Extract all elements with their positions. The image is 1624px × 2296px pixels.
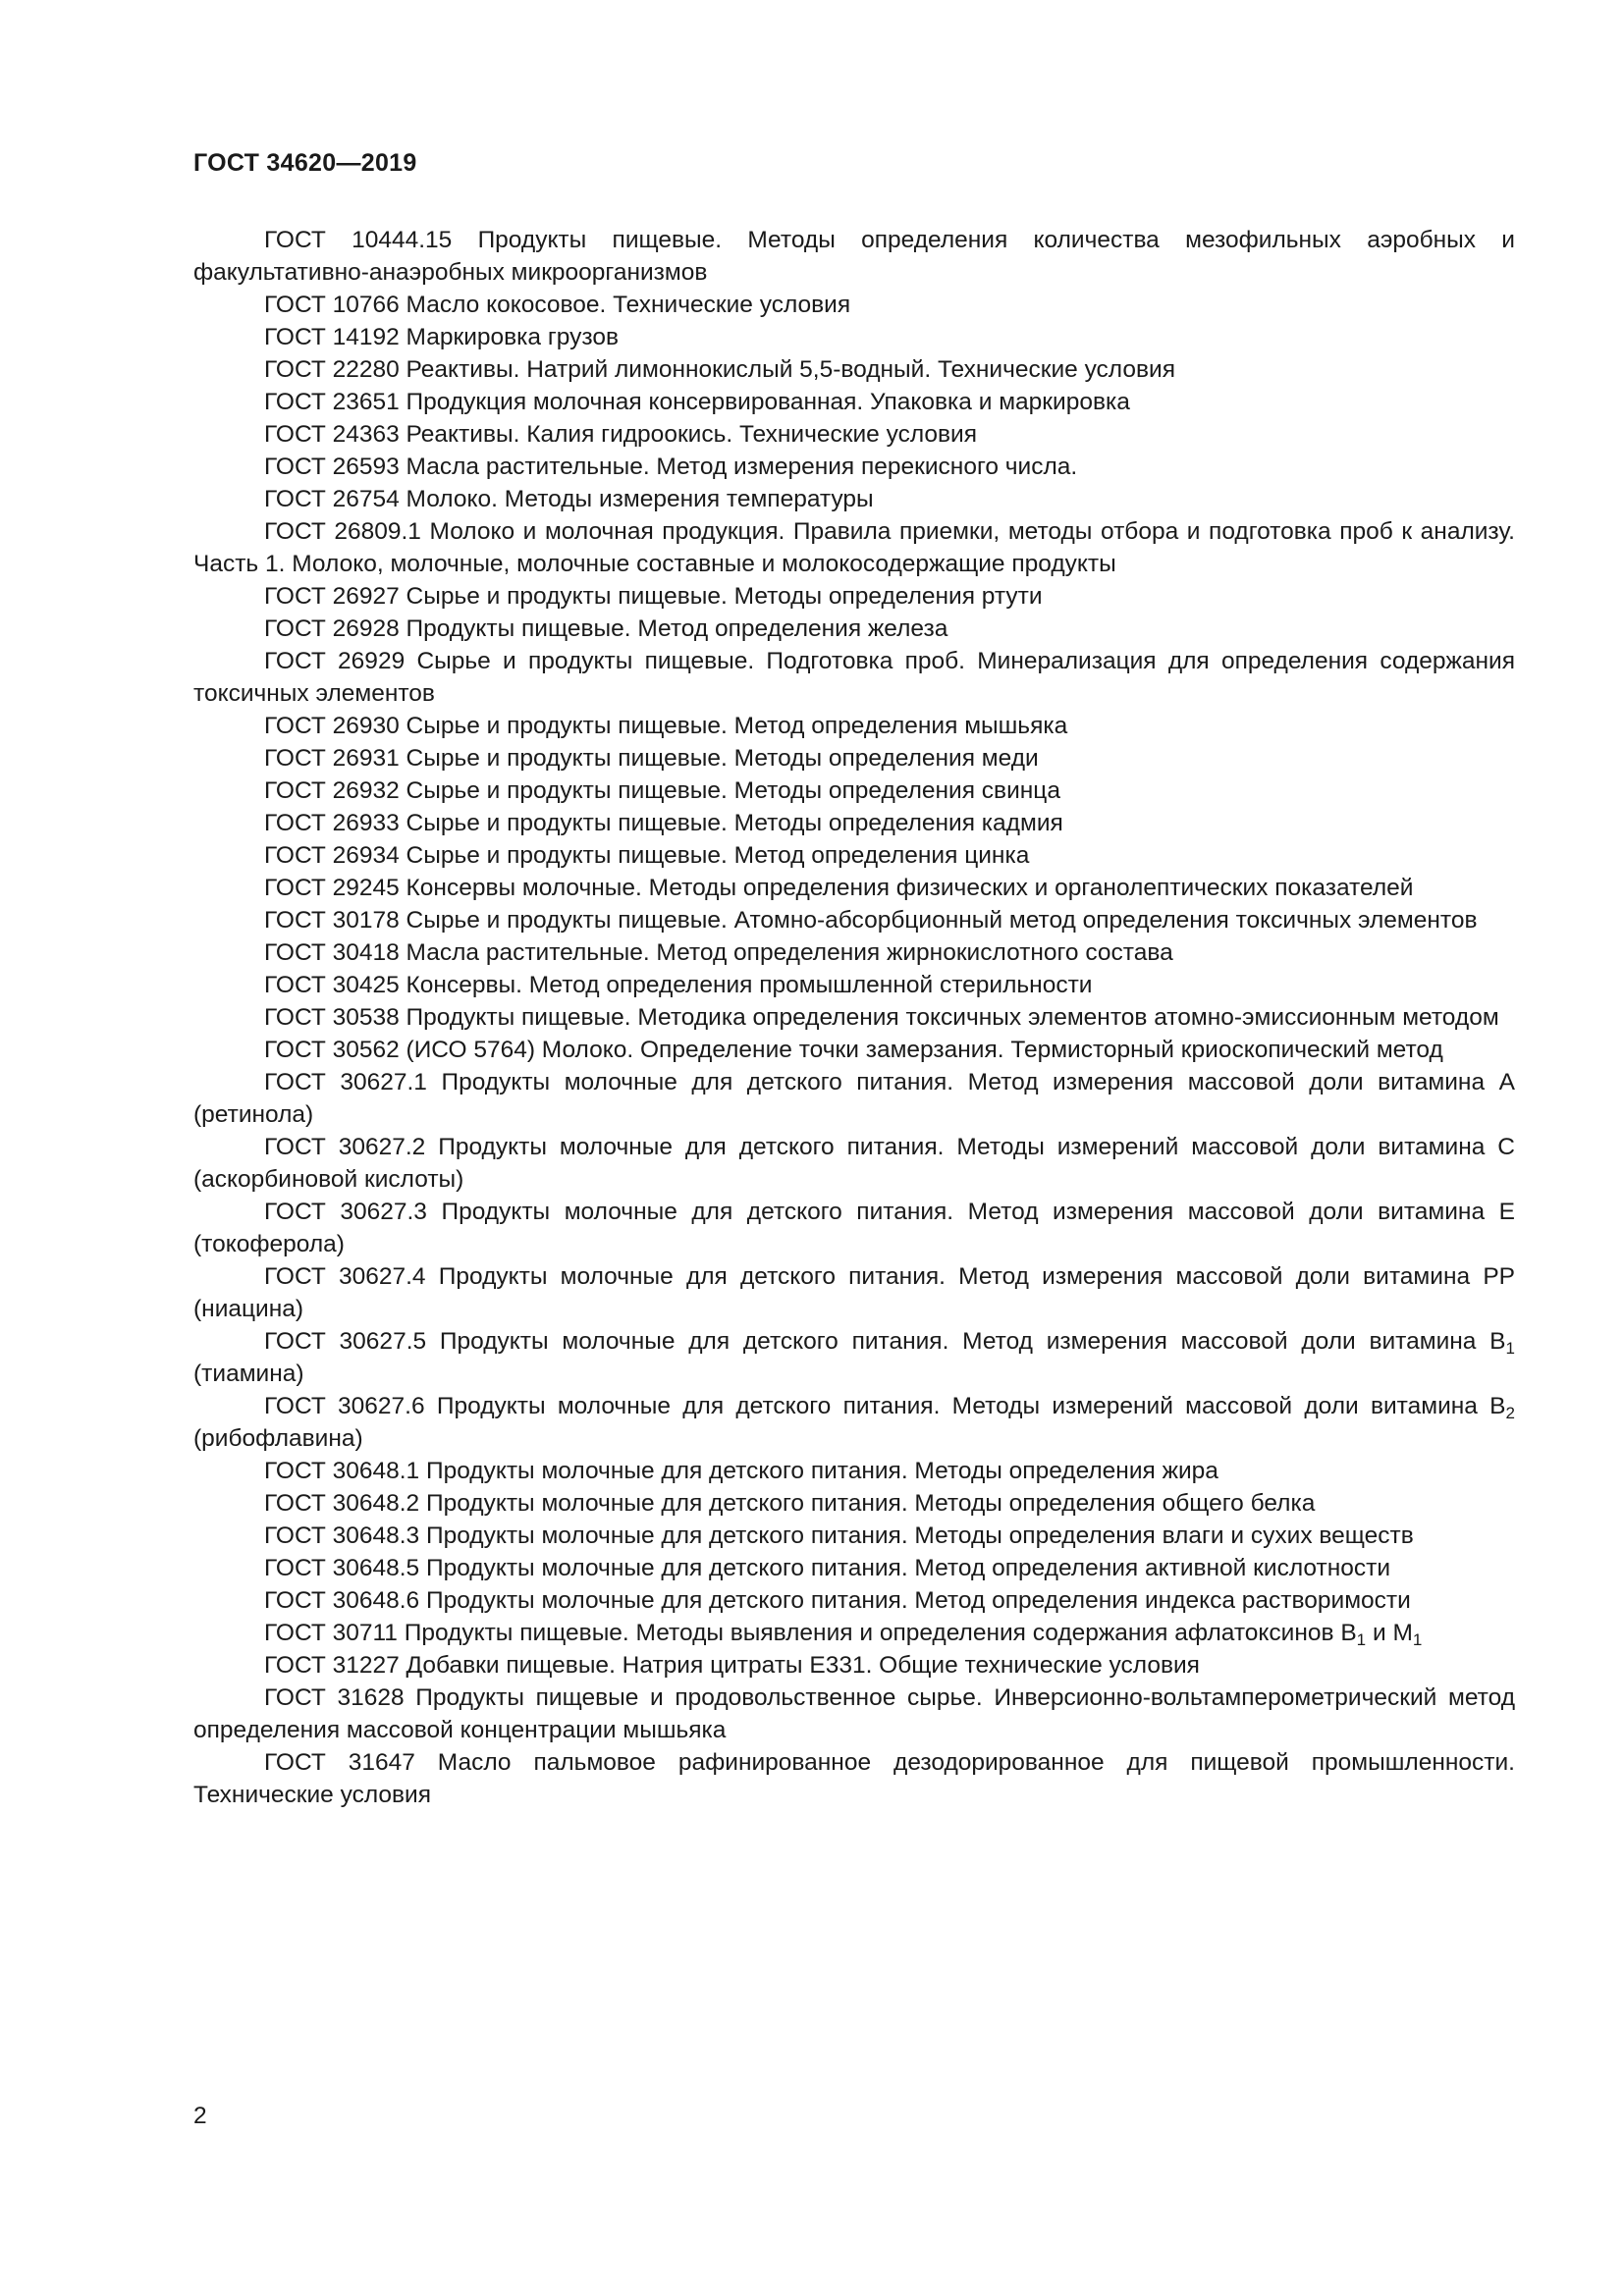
subscript: 2 [1505, 1404, 1515, 1422]
reference-text: ГОСТ 26933 Сырье и продукты пищевые. Методы определения кадмия [264, 810, 1063, 836]
reference-item [193, 839, 1515, 872]
reference-item [193, 1520, 1515, 1552]
reference-text: ГОСТ 26932 Сырье и продукты пищевые. Методы определения свинца [264, 777, 1060, 804]
reference-text: ГОСТ 26931 Сырье и продукты пищевые. Методы определения меди [264, 745, 1039, 772]
reference-item [193, 742, 1515, 774]
reference-item [193, 710, 1515, 742]
reference-text: ГОСТ 30648.6 Продукты молочные для детского питания. Метод определения индекса растворимости [264, 1587, 1411, 1614]
reference-item [193, 515, 1515, 580]
page-number: 2 [193, 2103, 207, 2129]
reference-text: ГОСТ 30627.4 Продукты молочные для детского питания. Метод измерения массовой доли витамина РР (ниацина) [193, 1263, 1515, 1322]
reference-text: ГОСТ 30711 Продукты пищевые. Методы выявления и определения содержания афлатоксинов В [264, 1620, 1357, 1646]
reference-text: ГОСТ 26809.1 Молоко и молочная продукция. Правила приемки, методы отбора и подготовка проб к анализу. Часть 1. Молоко, молочные, молочные составные и молокосодержащие продукты [193, 518, 1515, 577]
reference-item [193, 451, 1515, 483]
reference-text: ГОСТ 31628 Продукты пищевые и продовольственное сырье. Инверсионно-вольтамперометрический метод определения массовой концентрации мышьяка [193, 1684, 1515, 1743]
reference-text: ГОСТ 30648.1 Продукты молочные для детского питания. Методы определения жира [264, 1458, 1218, 1484]
document-title: ГОСТ 34620—2019 [193, 149, 417, 177]
reference-item [193, 872, 1515, 904]
reference-text: ГОСТ 29245 Консервы молочные. Методы определения физических и органолептических показателей [264, 875, 1414, 901]
reference-text: ГОСТ 26928 Продукты пищевые. Метод определения железа [264, 615, 948, 642]
reference-item [193, 1617, 1515, 1649]
reference-item [193, 321, 1515, 353]
reference-text: ГОСТ 31647 Масло пальмовое рафинированное дезодорированное для пищевой промышленности. Технические условия [193, 1749, 1515, 1808]
reference-item [193, 1487, 1515, 1520]
reference-item [193, 1131, 1515, 1196]
reference-item [193, 1325, 1515, 1390]
reference-item [193, 353, 1515, 386]
reference-text: ГОСТ 30648.2 Продукты молочные для детского питания. Методы определения общего белка [264, 1490, 1316, 1517]
reference-item [193, 969, 1515, 1001]
reference-text: ГОСТ 24363 Реактивы. Калия гидроокись. Технические условия [264, 421, 977, 448]
subscript: 1 [1505, 1339, 1515, 1358]
reference-text: ГОСТ 14192 Маркировка грузов [264, 324, 619, 350]
reference-item [193, 483, 1515, 515]
reference-item [193, 1584, 1515, 1617]
reference-text: ГОСТ 10766 Масло кокосовое. Технические условия [264, 292, 851, 318]
reference-text: ГОСТ 30178 Сырье и продукты пищевые. Атомно-абсорбционный метод определения токсичных элементов [264, 907, 1478, 934]
reference-text: ГОСТ 30627.3 Продукты молочные для детского питания. Метод измерения массовой доли витамина Е (токоферола) [193, 1199, 1515, 1257]
reference-text: ГОСТ 30627.6 Продукты молочные для детского питания. Методы измерений массовой доли витамина В [264, 1393, 1506, 1419]
reference-item [193, 580, 1515, 613]
reference-item [193, 1066, 1515, 1131]
reference-item [193, 807, 1515, 839]
reference-text: ГОСТ 30627.2 Продукты молочные для детского питания. Методы измерений массовой доли витамина С (аскорбиновой кислоты) [193, 1134, 1515, 1193]
reference-text: ГОСТ 30418 Масла растительные. Метод определения жирнокислотного состава [264, 939, 1173, 966]
reference-text: ГОСТ 26593 Масла растительные. Метод измерения перекисного числа. [264, 454, 1078, 480]
reference-text: ГОСТ 26754 Молоко. Методы измерения температуры [264, 486, 874, 512]
reference-text-continued: (тиамина) [193, 1361, 304, 1387]
reference-text: ГОСТ 23651 Продукция молочная консервированная. Упаковка и маркировка [264, 389, 1130, 415]
reference-text: ГОСТ 31227 Добавки пищевые. Натрия цитраты Е331. Общие технические условия [264, 1652, 1200, 1679]
reference-text: ГОСТ 26929 Сырье и продукты пищевые. Подготовка проб. Минерализация для определения содержания токсичных элементов [193, 648, 1515, 707]
reference-text: ГОСТ 26930 Сырье и продукты пищевые. Метод определения мышьяка [264, 713, 1068, 739]
reference-text: ГОСТ 30627.1 Продукты молочные для детского питания. Метод измерения массовой доли витамина А (ретинола) [193, 1069, 1515, 1128]
reference-item [193, 418, 1515, 451]
reference-item [193, 1746, 1515, 1811]
reference-text: ГОСТ 30562 (ИСО 5764) Молоко. Определение точки замерзания. Термисторный криоскопический метод [264, 1037, 1443, 1063]
reference-item [193, 224, 1515, 289]
reference-item [193, 1001, 1515, 1034]
reference-item [193, 613, 1515, 645]
reference-text: ГОСТ 30425 Консервы. Метод определения промышленной стерильности [264, 972, 1093, 998]
reference-item [193, 1682, 1515, 1746]
normative-references-list [193, 224, 1515, 1811]
reference-item [193, 645, 1515, 710]
reference-text: ГОСТ 22280 Реактивы. Натрий лимоннокислый 5,5-водный. Технические условия [264, 356, 1175, 383]
reference-item [193, 386, 1515, 418]
reference-item [193, 904, 1515, 936]
reference-text: ГОСТ 30648.3 Продукты молочные для детского питания. Методы определения влаги и сухих веществ [264, 1522, 1414, 1549]
reference-text-continued: (рибофлавина) [193, 1425, 363, 1452]
subscript: 1 [1356, 1630, 1367, 1649]
subscript: 1 [1412, 1630, 1423, 1649]
reference-item [193, 1260, 1515, 1325]
reference-text: ГОСТ 30538 Продукты пищевые. Методика определения токсичных элементов атомно-эмиссионным методом [264, 1004, 1499, 1031]
reference-text: ГОСТ 26934 Сырье и продукты пищевые. Метод определения цинка [264, 842, 1030, 869]
reference-item [193, 289, 1515, 321]
reference-item [193, 774, 1515, 807]
reference-text: ГОСТ 30627.5 Продукты молочные для детского питания. Метод измерения массовой доли витамина В [264, 1328, 1506, 1355]
reference-item [193, 1552, 1515, 1584]
reference-item [193, 1649, 1515, 1682]
reference-text: ГОСТ 10444.15 Продукты пищевые. Методы определения количества мезофильных аэробных и факультативно-анаэробных микроорганизмов [193, 227, 1515, 286]
reference-text: ГОСТ 30648.5 Продукты молочные для детского питания. Метод определения активной кислотности [264, 1555, 1391, 1581]
reference-item [193, 1196, 1515, 1260]
reference-item [193, 1034, 1515, 1066]
reference-item [193, 936, 1515, 969]
reference-item [193, 1455, 1515, 1487]
reference-text-continued: и М [1366, 1620, 1413, 1646]
reference-item [193, 1390, 1515, 1455]
reference-text: ГОСТ 26927 Сырье и продукты пищевые. Методы определения ртути [264, 583, 1043, 610]
